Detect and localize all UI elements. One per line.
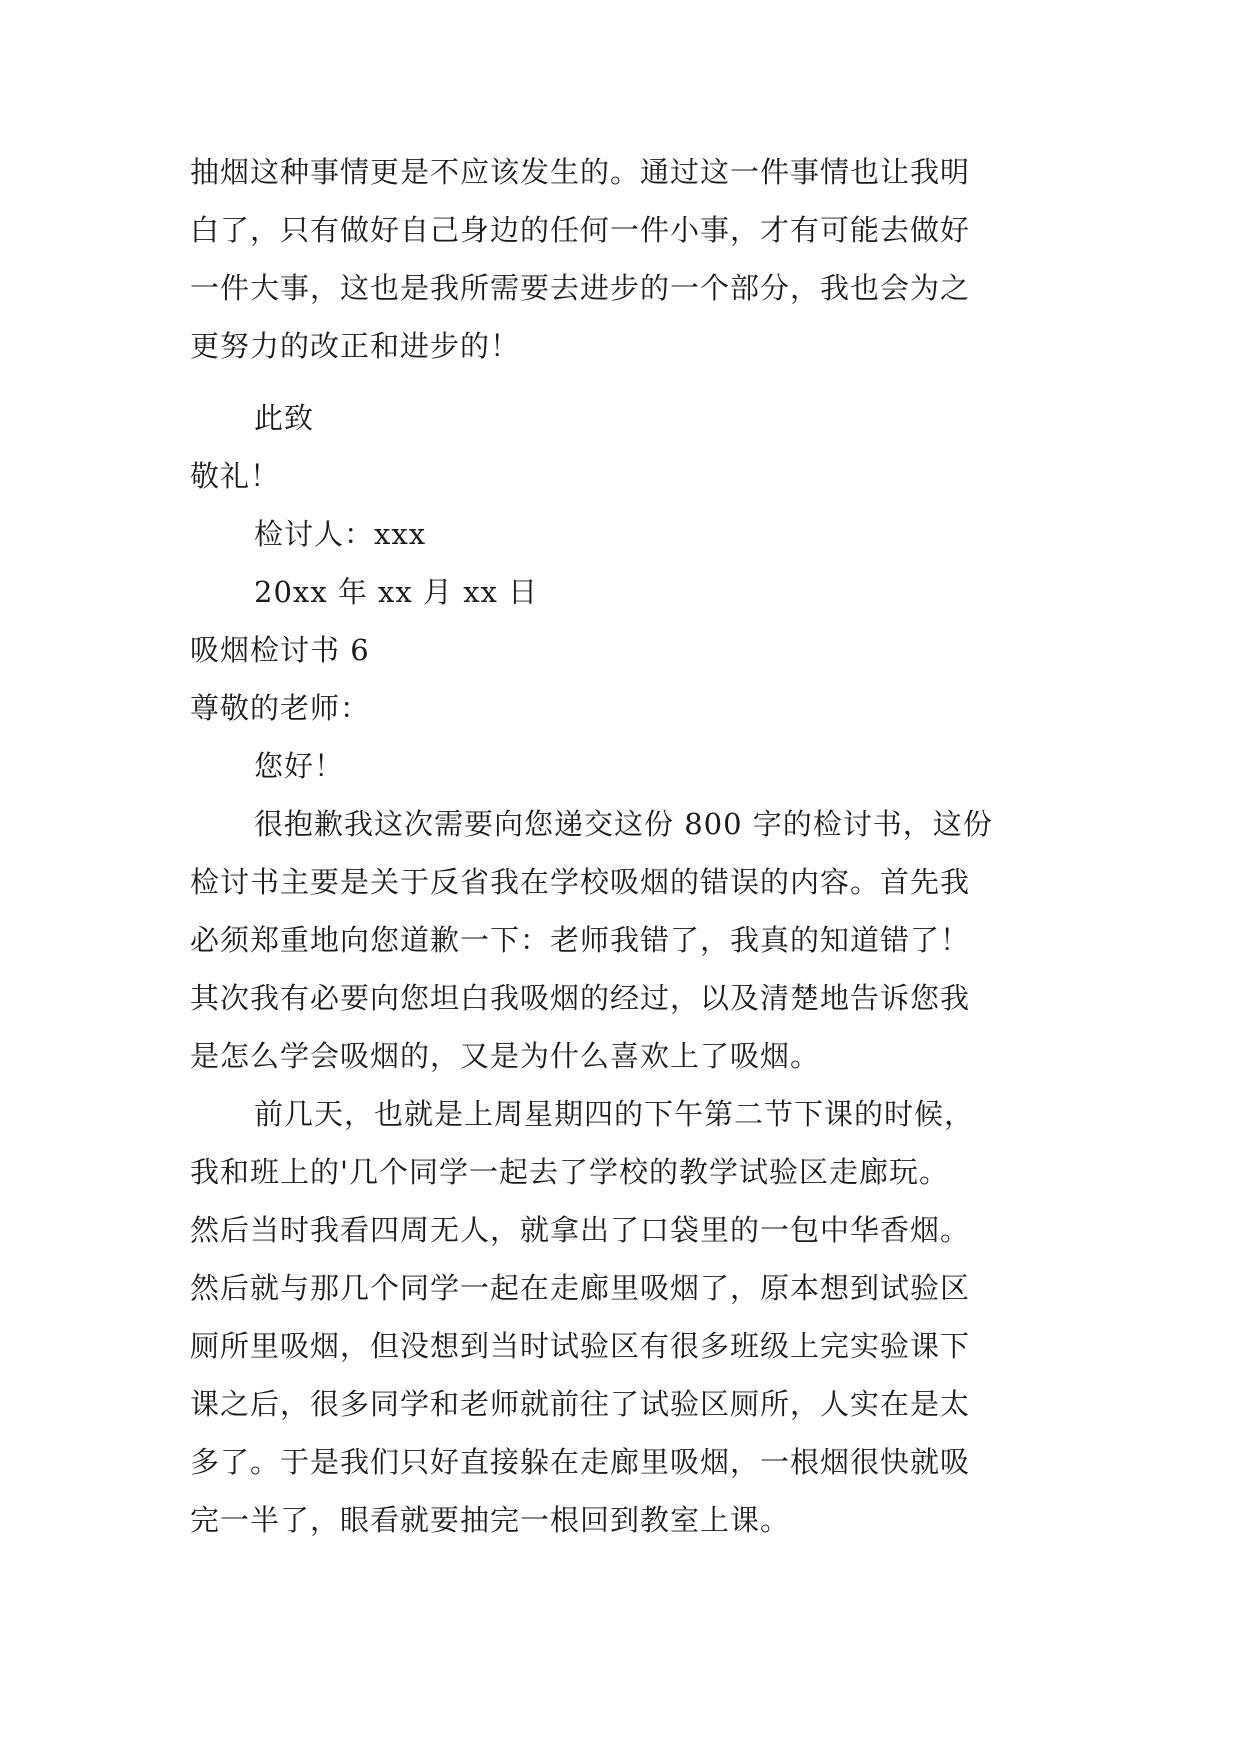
text-line: 多了。于是我们只好直接躲在走廊里吸烟，一根烟很快就吸: [190, 1445, 971, 1479]
text-line: 课之后，很多同学和老师就前往了试验区厕所，人实在是太: [190, 1387, 971, 1421]
text-line: 厕所里吸烟，但没想到当时试验区有很多班级上完实验课下: [190, 1329, 971, 1363]
signature: 检讨人：xxx: [254, 517, 427, 551]
text-line: 前几天，也就是上周星期四的下午第二节下课的时候，: [254, 1097, 975, 1131]
closing-block: [190, 389, 1070, 795]
text-line: 检讨书主要是关于反省我在学校吸烟的错误的内容。首先我: [190, 865, 971, 899]
section-title: 吸烟检讨书 6: [190, 633, 370, 667]
paragraph-1: [190, 795, 1070, 1085]
text-line: 完一半了，眼看就要抽完一根回到教室上课。: [190, 1503, 791, 1537]
text-line: 更努力的改正和进步的！: [190, 329, 521, 363]
text-line: 抽烟这种事情更是不应该发生的。通过这一件事情也让我明: [190, 155, 971, 189]
text-line: 是怎么学会吸烟的，又是为什么喜欢上了吸烟。: [190, 1039, 821, 1073]
paragraph-2: [190, 1085, 1070, 1549]
text-line: 很抱歉我这次需要向您递交这份 800 字的检讨书，这份: [254, 807, 993, 841]
greeting: 您好！: [254, 749, 345, 783]
text-line: 然后当时我看四周无人，就拿出了口袋里的一包中华香烟。: [190, 1213, 971, 1247]
salutation: 尊敬的老师：: [190, 691, 371, 725]
date: 20xx 年 xx 月 xx 日: [254, 575, 539, 609]
text-line: 其次我有必要向您坦白我吸烟的经过，以及清楚地告诉您我: [190, 981, 971, 1015]
text-line: 必须郑重地向您道歉一下：老师我错了，我真的知道错了！: [190, 923, 971, 957]
closing-phrase: 此致: [254, 401, 315, 435]
closing-salute: 敬礼！: [190, 459, 281, 493]
continued-paragraph: [190, 143, 1070, 375]
text-line: 白了，只有做好自己身边的任何一件小事，才有可能去做好: [190, 213, 971, 247]
text-line: 一件大事，这也是我所需要去进步的一个部分，我也会为之: [190, 271, 971, 305]
text-line: 然后就与那几个同学一起在走廊里吸烟了，原本想到试验区: [190, 1271, 971, 1305]
text-line: 我和班上的'几个同学一起去了学校的教学试验区走廊玩。: [190, 1155, 949, 1189]
